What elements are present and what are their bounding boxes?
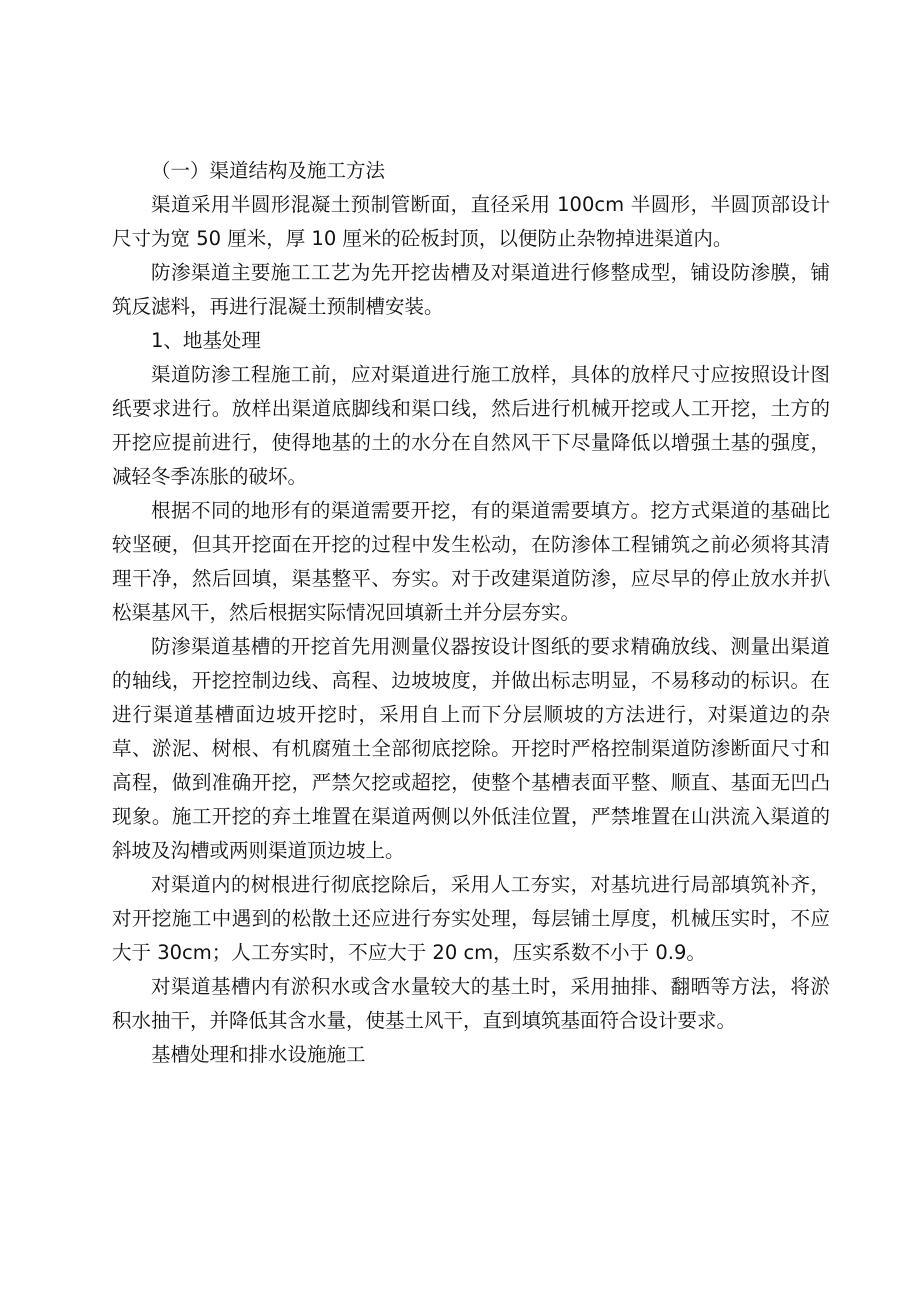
paragraph-construction-process: 防渗渠道主要施工工艺为先开挖齿槽及对渠道进行修整成型，铺设防渗膜，铺筑反滤料，再进行混凝土预制槽安装。 <box>112 261 830 318</box>
paragraph-stakeout: 渠道防渗工程施工前，应对渠道进行施工放样，具体的放样尺寸应按照设计图纸要求进行。放样出渠道底脚线和渠口线，然后进行机械开挖或人工开挖，土方的开挖应提前进行，使得地基的土的水分在自然风干下尽量降低以增强土基的强度，减轻冬季冻胀的破坏。 <box>112 363 830 488</box>
paragraph-channel-structure: 渠道采用半圆形混凝土预制管断面，直径采用 100cm 半圆形，半圆顶部设计尺寸为宽 50 厘米，厚 10 厘米的砼板封顶，以便防止杂物掉进渠道内。 <box>112 193 830 250</box>
paragraph-trench-excavation: 防渗渠道基槽的开挖首先用测量仪器按设计图纸的要求精确放线、测量出渠道的轴线，开挖控制边线、高程、边坡坡度，并做出标志明显，不易移动的标识。在进行渠道基槽面边坡开挖时，采用自上而下分层顺坡的方法进行，对渠道边的杂草、淤泥、树根、有机腐殖土全部彻底挖除。开挖时严格控制渠道防渗断面尺寸和高程，做到准确开挖，严禁欠挖或超挖，使整个基槽表面平整、顺直、基面无凹凸现象。施工开挖的弃土堆置在渠道两侧以外低洼位置，严禁堆置在山洪流入渠道的斜坡及沟槽或两则渠道顶边坡上。 <box>112 635 830 862</box>
subheading-foundation-treatment: 1、地基处理 <box>151 329 261 352</box>
paragraph-compaction: 对渠道内的树根进行彻底挖除后，采用人工夯实，对基坑进行局部填筑补齐，对开挖施工中遇到的松散土还应进行夯实处理，每层铺土厚度，机械压实时，不应大于 30cm；人工夯实时，不应大于 20 cm，压实系数不小于 0.9。 <box>112 873 830 964</box>
subheading-trench-drainage: 基槽处理和排水设施施工 <box>151 1043 366 1066</box>
paragraph-drainage: 对渠道基槽内有淤积水或含水量较大的基土时，采用抽排、翻晒等方法，将淤积水抽干，并降低其含水量，使基土风干，直到填筑基面符合设计要求。 <box>112 975 830 1032</box>
paragraph-excavation-fill: 根据不同的地形有的渠道需要开挖，有的渠道需要填方。挖方式渠道的基础比较坚硬，但其开挖面在开挖的过程中发生松动，在防渗体工程铺筑之前必须将其清理干净，然后回填，渠基整平、夯实。对于改建渠道防渗，应尽早的停止放水并扒松渠基风干，然后根据实际情况回填新土并分层夯实。 <box>112 499 830 624</box>
section-heading: （一）渠道结构及施工方法 <box>151 159 386 182</box>
document-body <box>112 154 830 1072</box>
